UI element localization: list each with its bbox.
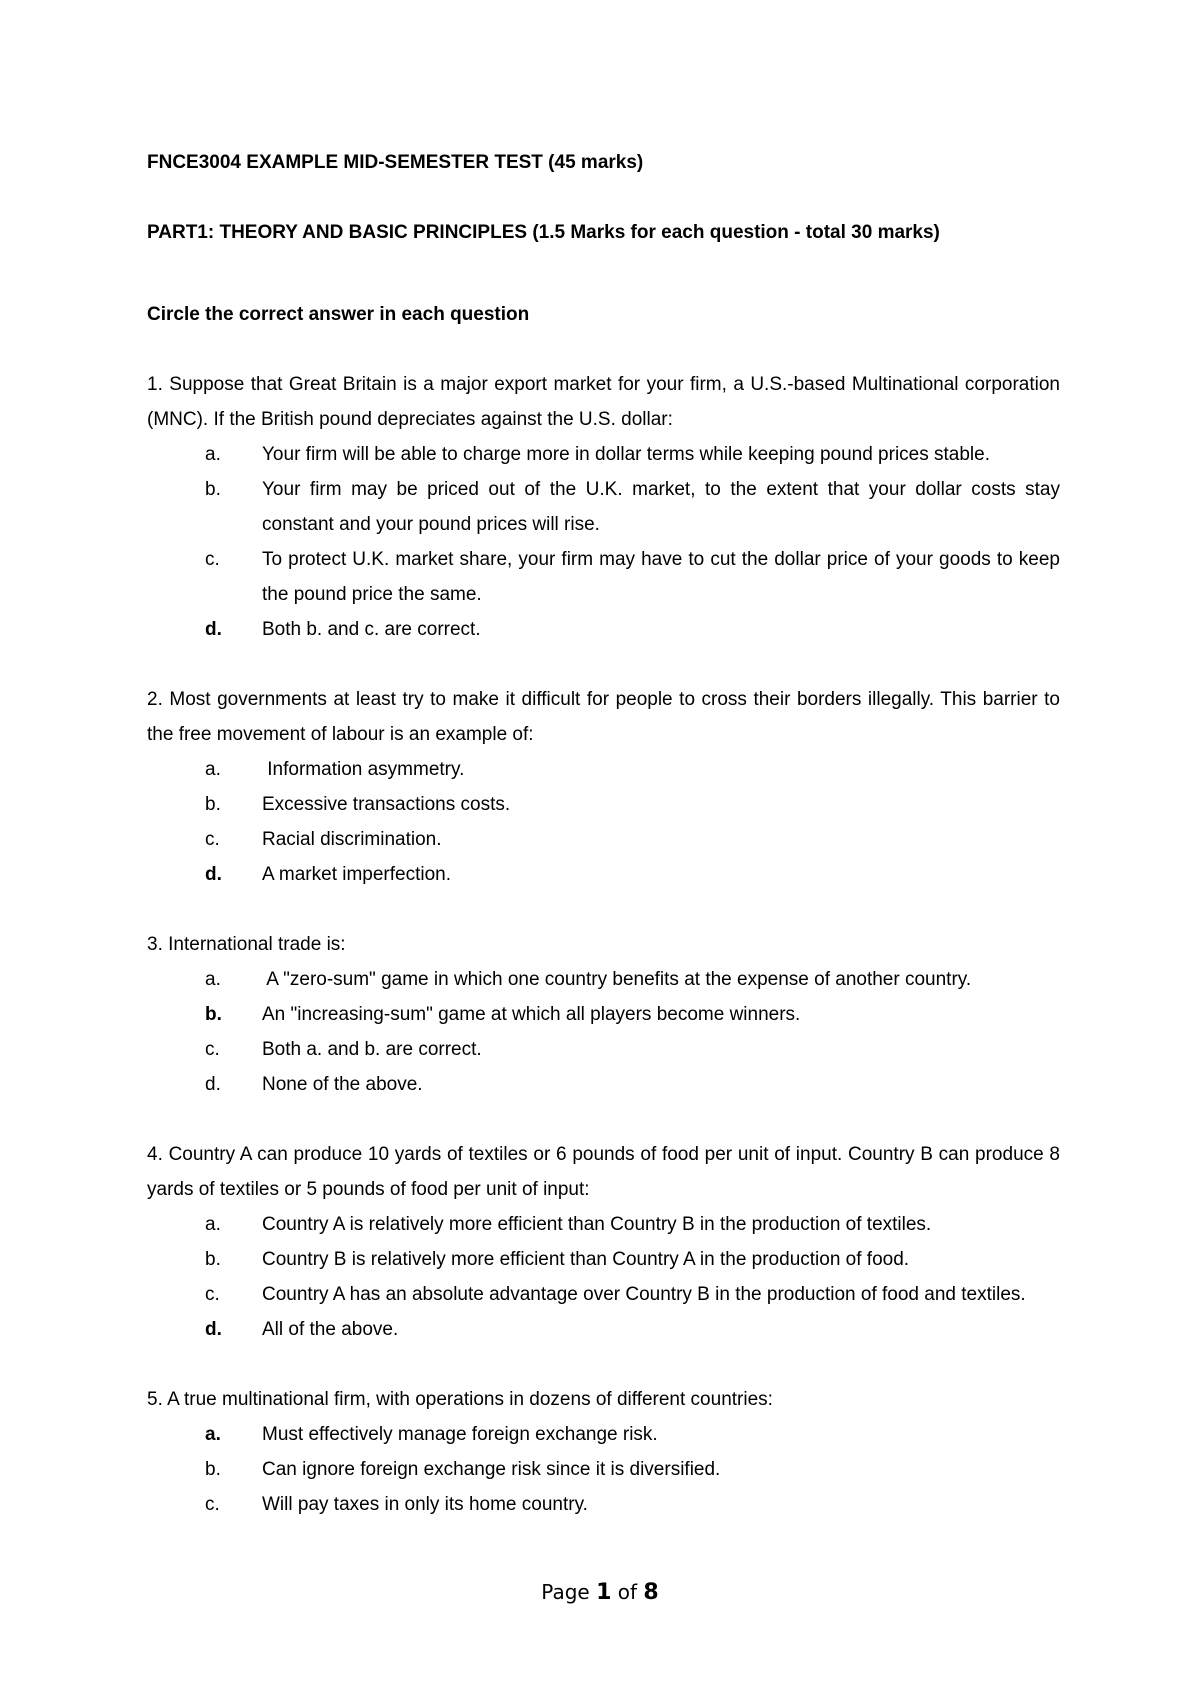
question-1 [147, 367, 1060, 647]
option-text: Country A has an absolute advantage over Country B in the production of food and textiles. [262, 1284, 1026, 1305]
option-letter-correct: d. [205, 864, 222, 885]
option-letter-correct: d. [205, 1319, 222, 1340]
option-b [147, 1452, 1060, 1487]
option-letter: d. [205, 1074, 221, 1095]
option-letter-correct: b. [205, 1004, 222, 1025]
question-stem: 3. International trade is: [147, 934, 346, 955]
option-c [147, 542, 1060, 612]
option-letter: b. [205, 794, 221, 815]
question-stem: 2. Most governments at least try to make it difficult for people to cross their borders illegally. This barrier to the free movement of labour is an example of: [147, 689, 1060, 745]
option-c [147, 1487, 1060, 1522]
option-a [147, 962, 1060, 997]
question-5 [147, 1382, 1060, 1522]
option-text: A market imperfection. [262, 864, 452, 885]
option-text: Information asymmetry. [262, 759, 465, 780]
page-of-label: of [617, 1580, 638, 1604]
option-text: Racial discrimination. [262, 829, 442, 850]
option-a [147, 1207, 1060, 1242]
option-d [147, 1067, 1060, 1102]
option-letter: c. [205, 1494, 220, 1515]
page-label: Page [541, 1580, 590, 1604]
question-3 [147, 927, 1060, 1102]
option-text: Your firm will be able to charge more in dollar terms while keeping pound prices stable. [262, 444, 991, 465]
option-d [147, 612, 1060, 647]
option-b [147, 997, 1060, 1032]
option-a [147, 752, 1060, 787]
option-b [147, 787, 1060, 822]
option-text: Both b. and c. are correct. [262, 619, 481, 640]
question-stem: 1. Suppose that Great Britain is a major export market for your firm, a U.S.-based Multinational corporation (MNC). If the British pound depreciates against the U.S. dollar: [147, 374, 1060, 430]
option-text: Excessive transactions costs. [262, 794, 511, 815]
page-number: 1 [596, 1580, 612, 1605]
option-a [147, 437, 1060, 472]
page-content [147, 145, 1060, 1522]
option-letter: c. [205, 549, 220, 570]
option-letter: b. [205, 1249, 221, 1270]
option-c [147, 1032, 1060, 1067]
question-4 [147, 1137, 1060, 1347]
option-letter-correct: d. [205, 619, 222, 640]
option-text: Your firm may be priced out of the U.K. market, to the extent that your dollar costs stay constant and your pound prices will rise. [262, 479, 1060, 535]
instruction-text: Circle the correct answer in each question [147, 304, 530, 325]
option-text: An "increasing-sum" game at which all players become winners. [262, 1004, 801, 1025]
question-stem: 4. Country A can produce 10 yards of textiles or 6 pounds of food per unit of input. Country B can produce 8 yards of textiles or 5 pounds of food per unit of input: [147, 1144, 1060, 1200]
option-letter: c. [205, 829, 220, 850]
option-d [147, 1312, 1060, 1347]
part-heading: PART1: THEORY AND BASIC PRINCIPLES (1.5 Marks for each question - total 30 marks) [147, 222, 940, 243]
option-c [147, 1277, 1060, 1312]
option-b [147, 1242, 1060, 1277]
option-text: Both a. and b. are correct. [262, 1039, 482, 1060]
option-letter-correct: a. [205, 1424, 221, 1445]
page-footer [0, 1580, 1200, 1605]
option-letter: a. [205, 969, 221, 990]
option-letter: a. [205, 1214, 221, 1235]
option-letter: a. [205, 444, 221, 465]
option-text: All of the above. [262, 1319, 399, 1340]
option-text: To protect U.K. market share, your firm may have to cut the dollar price of your goods to keep the pound price the same. [262, 549, 1060, 605]
option-text: A "zero-sum" game in which one country benefits at the expense of another country. [262, 969, 972, 990]
option-text: None of the above. [262, 1074, 423, 1095]
option-letter: a. [205, 759, 221, 780]
question-stem: 5. A true multinational firm, with operations in dozens of different countries: [147, 1389, 773, 1410]
option-text: Country B is relatively more efficient than Country A in the production of food. [262, 1249, 910, 1270]
option-text: Must effectively manage foreign exchange risk. [262, 1424, 658, 1445]
option-b [147, 472, 1060, 542]
option-d [147, 857, 1060, 892]
option-text: Country A is relatively more efficient than Country B in the production of textiles. [262, 1214, 932, 1235]
option-letter: c. [205, 1284, 220, 1305]
page-total: 8 [643, 1580, 659, 1605]
option-text: Can ignore foreign exchange risk since it is diversified. [262, 1459, 721, 1480]
option-c [147, 822, 1060, 857]
question-2 [147, 682, 1060, 892]
option-a [147, 1417, 1060, 1452]
option-letter: c. [205, 1039, 220, 1060]
option-letter: b. [205, 1459, 221, 1480]
document-title: FNCE3004 EXAMPLE MID-SEMESTER TEST (45 marks) [147, 152, 644, 173]
option-text: Will pay taxes in only its home country. [262, 1494, 588, 1515]
option-letter: b. [205, 479, 221, 500]
